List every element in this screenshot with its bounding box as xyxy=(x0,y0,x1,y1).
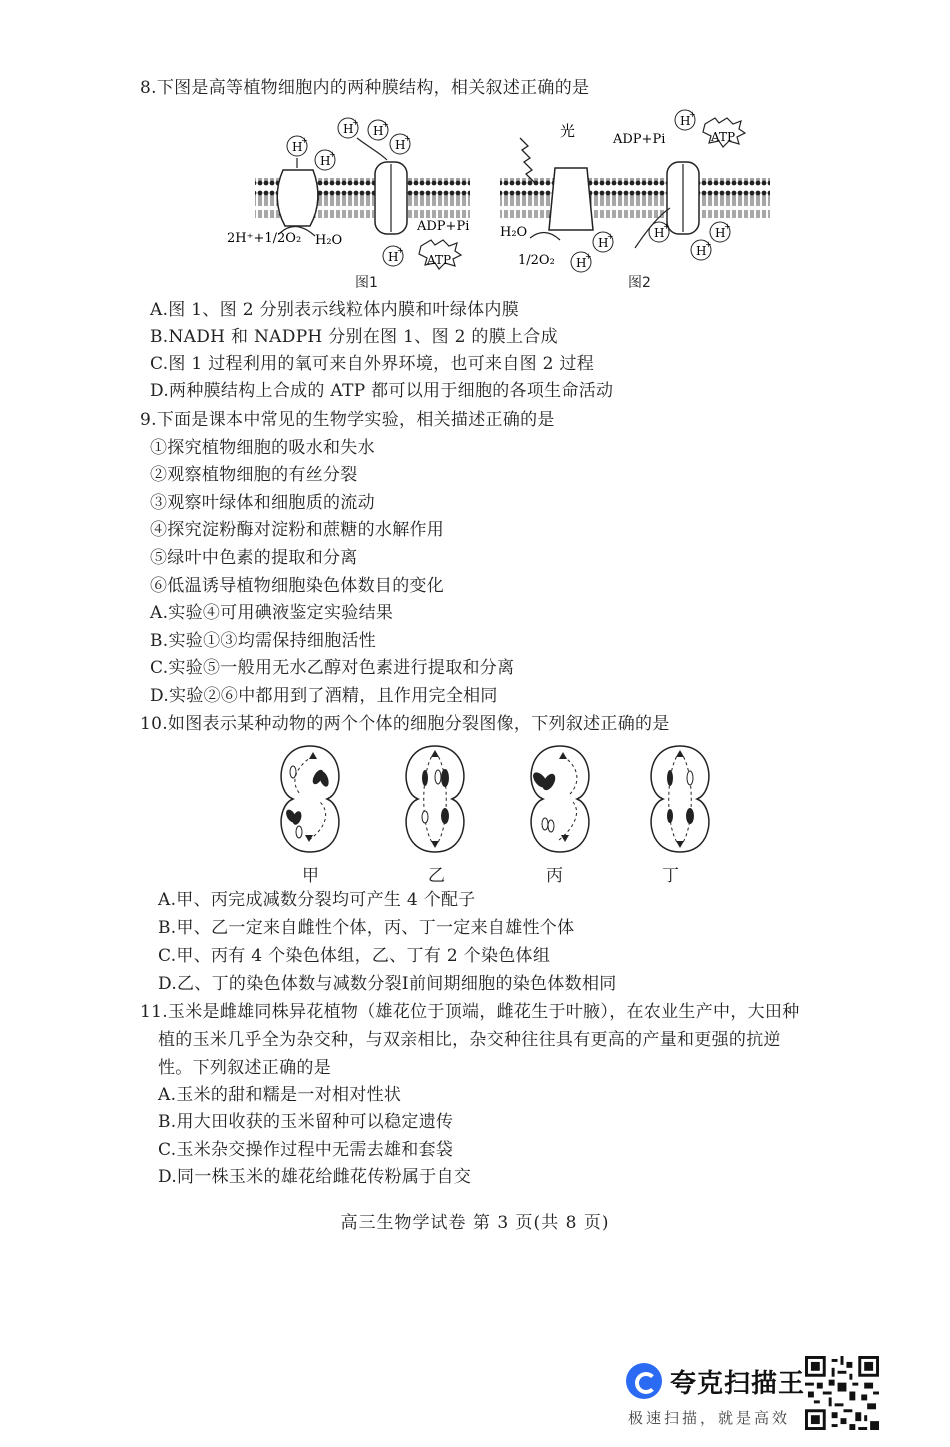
q9-option-b: B.实验①③均需保持细胞活性 xyxy=(150,631,377,651)
cell-bing xyxy=(530,746,589,852)
q10-stem: 10.如图表示某种动物的两个个体的细胞分裂图像，下列叙述正确的是 xyxy=(140,714,670,734)
qr-code-icon xyxy=(805,1356,879,1430)
q10-option-d: D.乙、丁的染色体数与减数分裂Ⅰ前间期细胞的染色体数相同 xyxy=(158,974,617,994)
svg-text:+: + xyxy=(382,120,389,129)
svg-text:H: H xyxy=(388,250,399,264)
q11-option-a: A.玉米的甜和糯是一对相对性状 xyxy=(158,1085,402,1105)
svg-text:+: + xyxy=(404,134,411,143)
cell-label-jia: 甲 xyxy=(302,866,319,886)
svg-text:+: + xyxy=(329,150,336,159)
q8-option-a: A.图 1、图 2 分别表示线粒体内膜和叶绿体内膜 xyxy=(150,300,520,320)
q9-item-4: ④探究淀粉酶对淀粉和蔗糖的水解作用 xyxy=(150,520,445,540)
svg-text:+: + xyxy=(724,222,731,231)
q9-option-c: C.实验⑤一般用无水乙醇对色素进行提取和分离 xyxy=(150,658,515,678)
svg-text:+: + xyxy=(585,252,592,261)
fig2-water: H₂O xyxy=(500,225,528,240)
svg-text:H: H xyxy=(654,226,665,240)
q10-cell-figure xyxy=(265,742,725,857)
q9-option-a: A.实验④可用碘液鉴定实验结果 xyxy=(150,603,394,623)
q9-item-2: ②观察植物细胞的有丝分裂 xyxy=(150,465,358,485)
q9-item-3: ③观察叶绿体和细胞质的流动 xyxy=(150,493,375,513)
svg-text:H: H xyxy=(680,114,691,128)
fig2-oxygen: 1/2O₂ xyxy=(518,253,555,268)
svg-text:H: H xyxy=(343,122,354,136)
q8-option-c: C.图 1 过程利用的氧可来自外界环境，也可来自图 2 过程 xyxy=(150,354,595,374)
fig1-caption: 图1 xyxy=(355,275,378,291)
svg-text:H: H xyxy=(598,236,609,250)
fig2-atp: ATP xyxy=(711,130,736,144)
q11-option-b: B.用大田收获的玉米留种可以稳定遗传 xyxy=(158,1112,454,1132)
fig2-adp: ADP+Pi xyxy=(613,132,666,147)
svg-text:H: H xyxy=(373,124,384,138)
fig1-atp: ATP xyxy=(427,253,452,267)
q8-option-d: D.两种膜结构上合成的 ATP 都可以用于细胞的各项生命活动 xyxy=(150,381,614,401)
fig1-reactant: 2H⁺+1/2O₂ xyxy=(227,231,302,246)
q10-option-c: C.甲、丙有 4 个染色体组，乙、丁有 2 个染色体组 xyxy=(158,946,551,966)
scanner-logo-icon xyxy=(626,1363,662,1399)
q9-item-1: ①探究植物细胞的吸水和失水 xyxy=(150,438,375,458)
q11-stem-line-3: 性。下列叙述正确的是 xyxy=(158,1058,331,1078)
q9-option-d: D.实验②⑥中都用到了酒精，且作用完全相同 xyxy=(150,686,498,706)
cell-label-ding: 丁 xyxy=(662,866,679,886)
q10-option-a: A.甲、丙完成减数分裂均可产生 4 个配子 xyxy=(158,890,476,910)
watermark-brand-name: 夸克扫描王 xyxy=(670,1368,806,1399)
q11-stem-line-1: 11.玉米是雌雄同株异花植物（雄花位于顶端，雌花生于叶腋），在农业生产中，大田种 xyxy=(140,1002,800,1022)
fig1-product: H₂O xyxy=(315,233,343,248)
svg-text:H: H xyxy=(696,244,707,258)
q8-stem: 8.下图是高等植物细胞内的两种膜结构，相关叙述正确的是 xyxy=(140,78,590,98)
q9-stem: 9.下面是课本中常见的生物学实验，相关描述正确的是 xyxy=(140,410,555,430)
fig1-adp: ADP+Pi xyxy=(417,219,470,234)
svg-text:+: + xyxy=(301,136,308,145)
q8-option-b: B.NADH 和 NADPH 分别在图 1、图 2 的膜上合成 xyxy=(150,327,558,347)
q9-item-5: ⑤绿叶中色素的提取和分离 xyxy=(150,548,358,568)
svg-text:+: + xyxy=(663,222,670,231)
svg-text:+: + xyxy=(689,110,696,119)
q10-option-b: B.甲、乙一定来自雌性个体，丙、丁一定来自雄性个体 xyxy=(158,918,575,938)
page-footer: 高三生物学试卷 第 3 页(共 8 页) xyxy=(340,1213,610,1233)
svg-text:+: + xyxy=(607,232,614,241)
svg-text:H: H xyxy=(715,226,726,240)
q11-option-c: C.玉米杂交操作过程中无需去雄和套袋 xyxy=(158,1140,454,1160)
cell-yi xyxy=(406,746,464,852)
q9-item-6: ⑥低温诱导植物细胞染色体数目的变化 xyxy=(150,576,445,596)
fig2-caption: 图2 xyxy=(628,275,651,291)
svg-text:+: + xyxy=(397,246,404,255)
cell-ding xyxy=(651,746,709,852)
q11-option-d: D.同一株玉米的雄花给雌花传粉属于自交 xyxy=(158,1167,472,1187)
svg-text:+: + xyxy=(705,240,712,249)
cell-jia xyxy=(281,746,339,852)
svg-text:H: H xyxy=(395,138,406,152)
svg-text:H: H xyxy=(320,154,331,168)
cell-label-bing: 丙 xyxy=(546,866,563,886)
watermark-slogan: 极速扫描，就是高效 xyxy=(628,1409,791,1427)
q11-stem-line-2: 植的玉米几乎全为杂交种，与双亲相比，杂交种往往具有更高的产量和更强的抗逆 xyxy=(158,1030,781,1050)
fig2-light: 光 xyxy=(560,122,576,140)
svg-text:+: + xyxy=(352,118,359,127)
svg-text:H: H xyxy=(292,140,303,154)
watermark-brand xyxy=(626,1356,805,1406)
q8-figure xyxy=(215,108,775,293)
cell-label-yi: 乙 xyxy=(428,866,445,886)
svg-text:H: H xyxy=(576,256,587,270)
